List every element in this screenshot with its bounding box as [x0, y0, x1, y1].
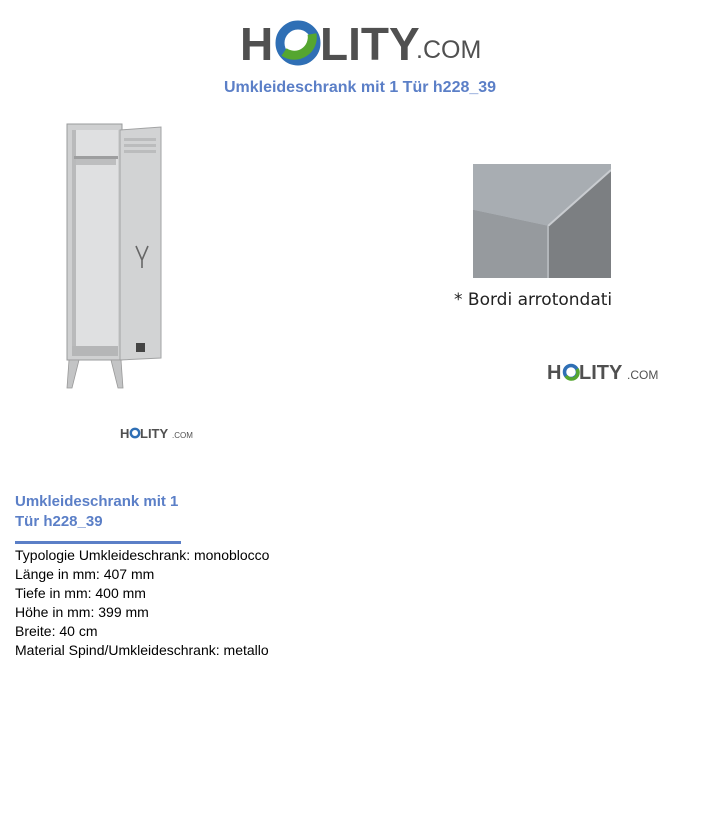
- rounded-edges-photo[interactable]: [473, 164, 611, 278]
- logo-text: LITY: [579, 362, 623, 384]
- spec-item: Material Spind/Umkleideschrank: metallo: [15, 642, 269, 658]
- spec-list: [15, 546, 269, 660]
- logo-letter-h: H: [547, 362, 562, 384]
- page-title: Umkleideschrank mit 1 Tür h228_39: [223, 79, 497, 96]
- spec-item: Länge in mm: 407 mm: [15, 566, 155, 582]
- locker-photo[interactable]: [60, 118, 170, 393]
- holity-logo[interactable]: [240, 10, 485, 70]
- logo-suffix: .COM: [416, 36, 482, 64]
- product-name: [15, 492, 205, 532]
- logo-text: LITY: [140, 426, 169, 441]
- detail-caption: * Bordi arrotondati: [454, 290, 613, 310]
- logo-suffix: .COM: [172, 431, 193, 440]
- spec-item: Breite: 40 cm: [15, 623, 98, 639]
- logo-suffix: .COM: [627, 368, 659, 382]
- title-underline: [15, 541, 181, 544]
- logo-o-icon: [565, 366, 579, 380]
- spec-item: Höhe in mm: 399 mm: [15, 604, 149, 620]
- logo-o-icon: [131, 429, 139, 437]
- logo-text: LITY: [320, 18, 420, 70]
- logo-letter-h: H: [240, 18, 274, 70]
- product-name-line-1: Umkleideschrank mit 1: [15, 493, 179, 510]
- product-name-line-2: Tür h228_39: [15, 513, 103, 530]
- logo-letter-h: H: [120, 426, 130, 441]
- holity-logo-small: [120, 424, 195, 442]
- holity-logo-detail: [547, 358, 665, 386]
- logo-o-icon: [280, 25, 316, 61]
- spec-item: Tiefe in mm: 400 mm: [15, 585, 146, 601]
- spec-item: Typologie Umkleideschrank: monoblocco: [15, 547, 270, 563]
